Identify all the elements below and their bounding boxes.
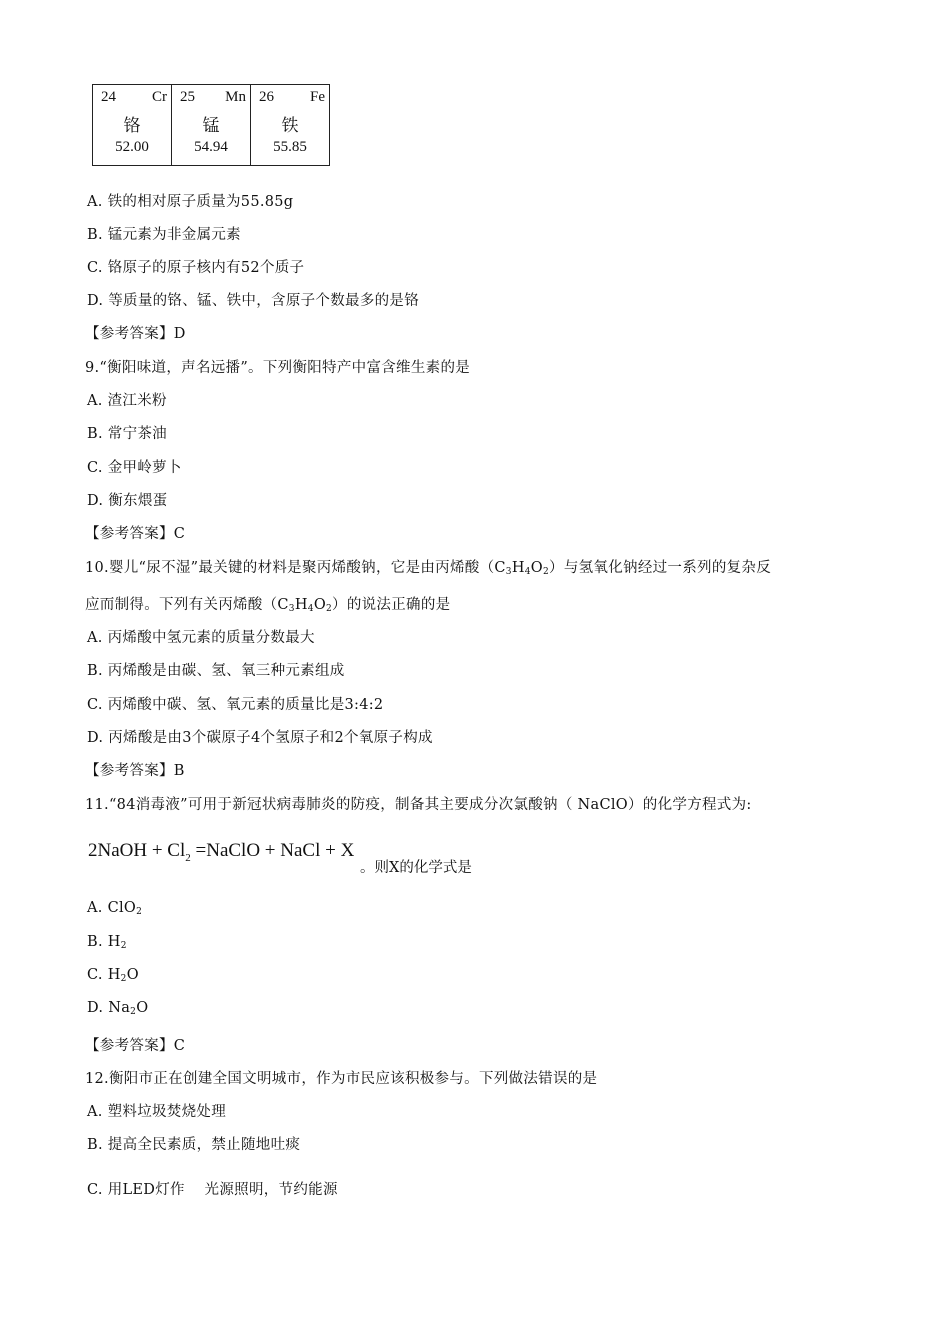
element-name: 锰 [202,116,220,136]
q9-option-a: A. 渣江米粉 [87,393,167,409]
option-text: C. H [87,967,121,983]
q10-stem-text: ）与氢氧化钠经过一系列的复杂反 [549,560,772,576]
option-text: A. ClO [87,900,137,916]
q8-answer: 【参考答案】D [85,326,186,342]
q11-option-a [87,900,142,917]
q12-option-c: C. 用LED灯作 光源照明，节约能源 [87,1182,338,1198]
q9-stem: 9.“衡阳味道，声名远播”。下列衡阳特产中富含维生素的是 [85,360,471,376]
element-symbol: Cr [152,89,167,105]
formula-part: H [294,597,308,613]
element-cell-mn [172,85,251,165]
subscript: 2 [120,941,127,951]
q10-stem-text: 应而制得。下列有关丙烯酸（C [85,597,289,613]
subscript: 2 [130,1007,137,1017]
option-text: O [126,967,139,983]
subscript: 2 [326,604,333,614]
q10-stem-line1 [85,556,771,577]
q12-option-b: B. 提高全民素质，禁止随地吐痰 [87,1137,301,1153]
option-text: B. H [87,934,121,950]
chemical-equation [88,840,354,864]
q11-stem-tail: 。则X的化学式是 [360,860,472,876]
element-symbol: Fe [310,89,325,105]
q10-option-d: D. 丙烯酸是由3个碳原子4个氢原子和2个氧原子构成 [87,730,433,746]
option-text: O [136,1000,149,1016]
q11-option-b [87,934,127,951]
q10-option-b: B. 丙烯酸是由碳、氢、氧三种元素组成 [87,663,345,679]
q11-answer: 【参考答案】C [85,1038,186,1054]
q11-option-d [87,1000,148,1017]
subscript: 2 [185,852,191,864]
q10-stem-text: ）的说法正确的是 [332,597,451,613]
q10-option-c: C. 丙烯酸中碳、氢、氧元素的质量比是3:4:2 [87,697,384,713]
subscript: 2 [542,567,550,577]
atomic-mass: 54.94 [194,139,228,155]
equation-right: =NaClO + NaCl + X [190,840,355,861]
element-cell-fe [251,85,329,165]
subscript: 4 [307,604,314,614]
element-symbol: Mn [225,89,246,105]
subscript: 2 [120,974,127,984]
q9-option-d: D. 衡东煨蛋 [87,493,168,509]
subscript: 4 [524,567,531,577]
element-name: 铁 [281,116,299,136]
q11-option-c [87,967,139,984]
periodic-table-excerpt [92,84,330,166]
q8-option-a: A. 铁的相对原子质量为55.85g [87,194,294,210]
q11-stem: 11.“84消毒液”可用于新冠状病毒肺炎的防疫，制备其主要成分次氯酸钠（ NaClO）的化学方程式为: [85,797,752,813]
q10-answer: 【参考答案】B [85,763,185,779]
q9-option-b: B. 常宁茶油 [87,426,167,442]
atomic-number: 25 [180,89,195,105]
formula-part: O [313,597,326,613]
q8-option-c: C. 铬原子的原子核内有52个质子 [87,260,305,276]
q10-stem-text: 10.婴儿“尿不湿”最关键的材料是聚丙烯酸钠，它是由丙烯酸（C [85,560,506,576]
q10-option-a: A. 丙烯酸中氢元素的质量分数最大 [87,630,315,646]
formula-part: O [530,560,543,576]
option-text: D. Na [87,1000,131,1016]
subscript: 2 [136,907,143,917]
element-cell-cr [93,85,172,165]
q8-option-d: D. 等质量的铬、锰、铁中，含原子个数最多的是铬 [87,293,420,309]
atomic-mass: 55.85 [273,139,307,155]
subscript: 3 [288,604,295,614]
q8-option-b: B. 锰元素为非金属元素 [87,227,241,243]
q9-option-c: C. 金甲岭萝卜 [87,460,182,476]
atomic-mass: 52.00 [115,139,149,155]
q9-answer: 【参考答案】C [85,526,186,542]
element-name: 铬 [123,116,141,136]
formula-part: H [511,560,525,576]
atomic-number: 24 [101,89,116,105]
q10-stem-line2 [85,593,450,614]
equation-left: 2NaOH + Cl [88,840,186,861]
q12-stem: 12.衡阳市正在创建全国文明城市，作为市民应该积极参与。下列做法错误的是 [85,1071,598,1087]
subscript: 3 [505,567,512,577]
q12-option-a: A. 塑料垃圾焚烧处理 [87,1104,226,1120]
atomic-number: 26 [259,89,274,105]
